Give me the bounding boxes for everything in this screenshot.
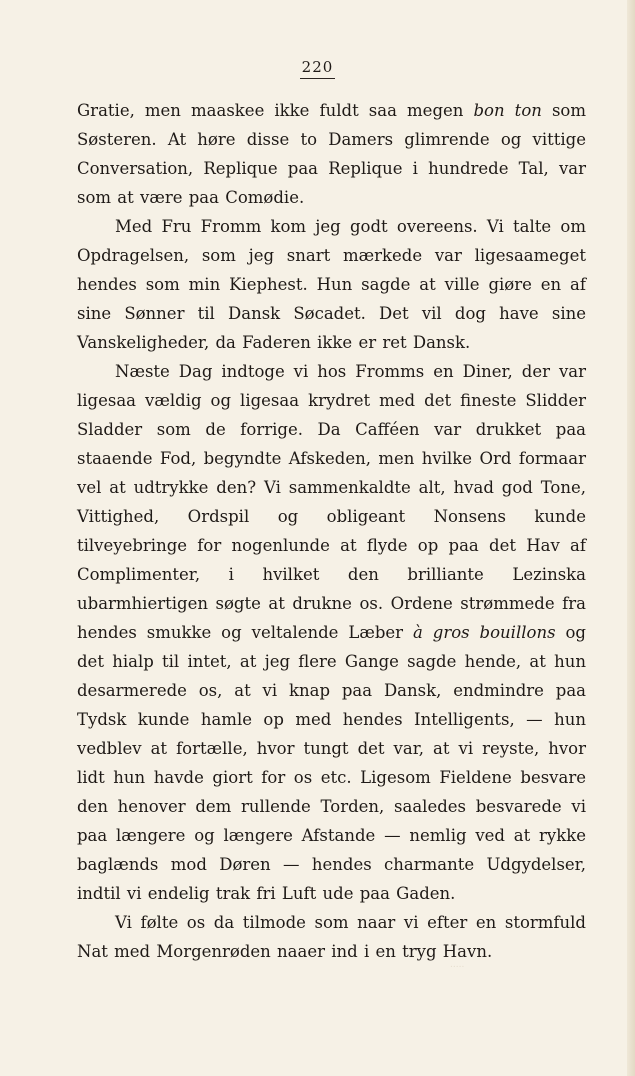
page-edge bbox=[627, 0, 635, 1076]
body-text bbox=[77, 96, 586, 966]
paragraph: Vi følte os da tilmode som naar vi efter en stormfuld Nat med Morgenrøden naaer ind i en tryg Havn. bbox=[77, 913, 586, 961]
bleed-through-text: ..... bbox=[450, 960, 465, 970]
italic-phrase: à gros bouillons bbox=[413, 623, 556, 642]
italic-phrase: bon ton bbox=[473, 101, 542, 120]
paragraph: Med Fru Fromm kom jeg godt overeens. Vi talte om Opdragelsen, som jeg snart mærkede var ligesaameget hendes som min Kiephest. Hun sagde at ville giøre en af sine Sønner til Dansk Søcadet. Det vil dog have sine Vanskeligheder, da Faderen ikke er ret Dansk. bbox=[77, 217, 586, 352]
page-number: 220 bbox=[0, 58, 635, 79]
paragraph: Næste Dag indtoge vi hos Fromms en Diner, der var ligesaa vældig og ligesaa krydret med det fineste Slidder Sladder som de forrige. Da Cafféen var drukket paa staaende Fod, begyndte Afskeden, men hvilke Ord formaar vel at udtrykke den? Vi sammenkaldte alt, hvad god Tone, Vittighed, Ordspil og obligeant Nonsens kunde tilveyebringe for nogenlunde at flyde op paa det Hav af Complimenter, i hvilket den brilliante Lezinska ubarmhiertigen søgte at drukne os. Ordene strømmede fra hendes smukke og veltalende Læber à gros bouillons og det hialp til intet, at jeg flere Gange sagde hende, at hun desarmerede os, at vi knap paa Dansk, endmindre paa Tydsk kunde hamle op med hendes Intelligents, — hun vedblev at fortælle, hvor tungt det var, at vi reyste, hvor lidt hun havde giort for os etc. Ligesom Fieldene besvare den henover dem rullende Torden, saaledes besvarede vi paa længere og længere Afstande — nemlig ved at rykke baglænds mod Døren — hendes charmante Udgydelser, indtil vi endelig trak fri Luft ude paa Gaden. bbox=[77, 362, 586, 903]
paragraph: Gratie, men maaskee ikke fuldt saa megen bon ton som Søsteren. At høre disse to Damers glimrende og vittige Conversation, Replique paa Replique i hundrede Tal, var som at være paa Comødie. bbox=[77, 101, 587, 207]
